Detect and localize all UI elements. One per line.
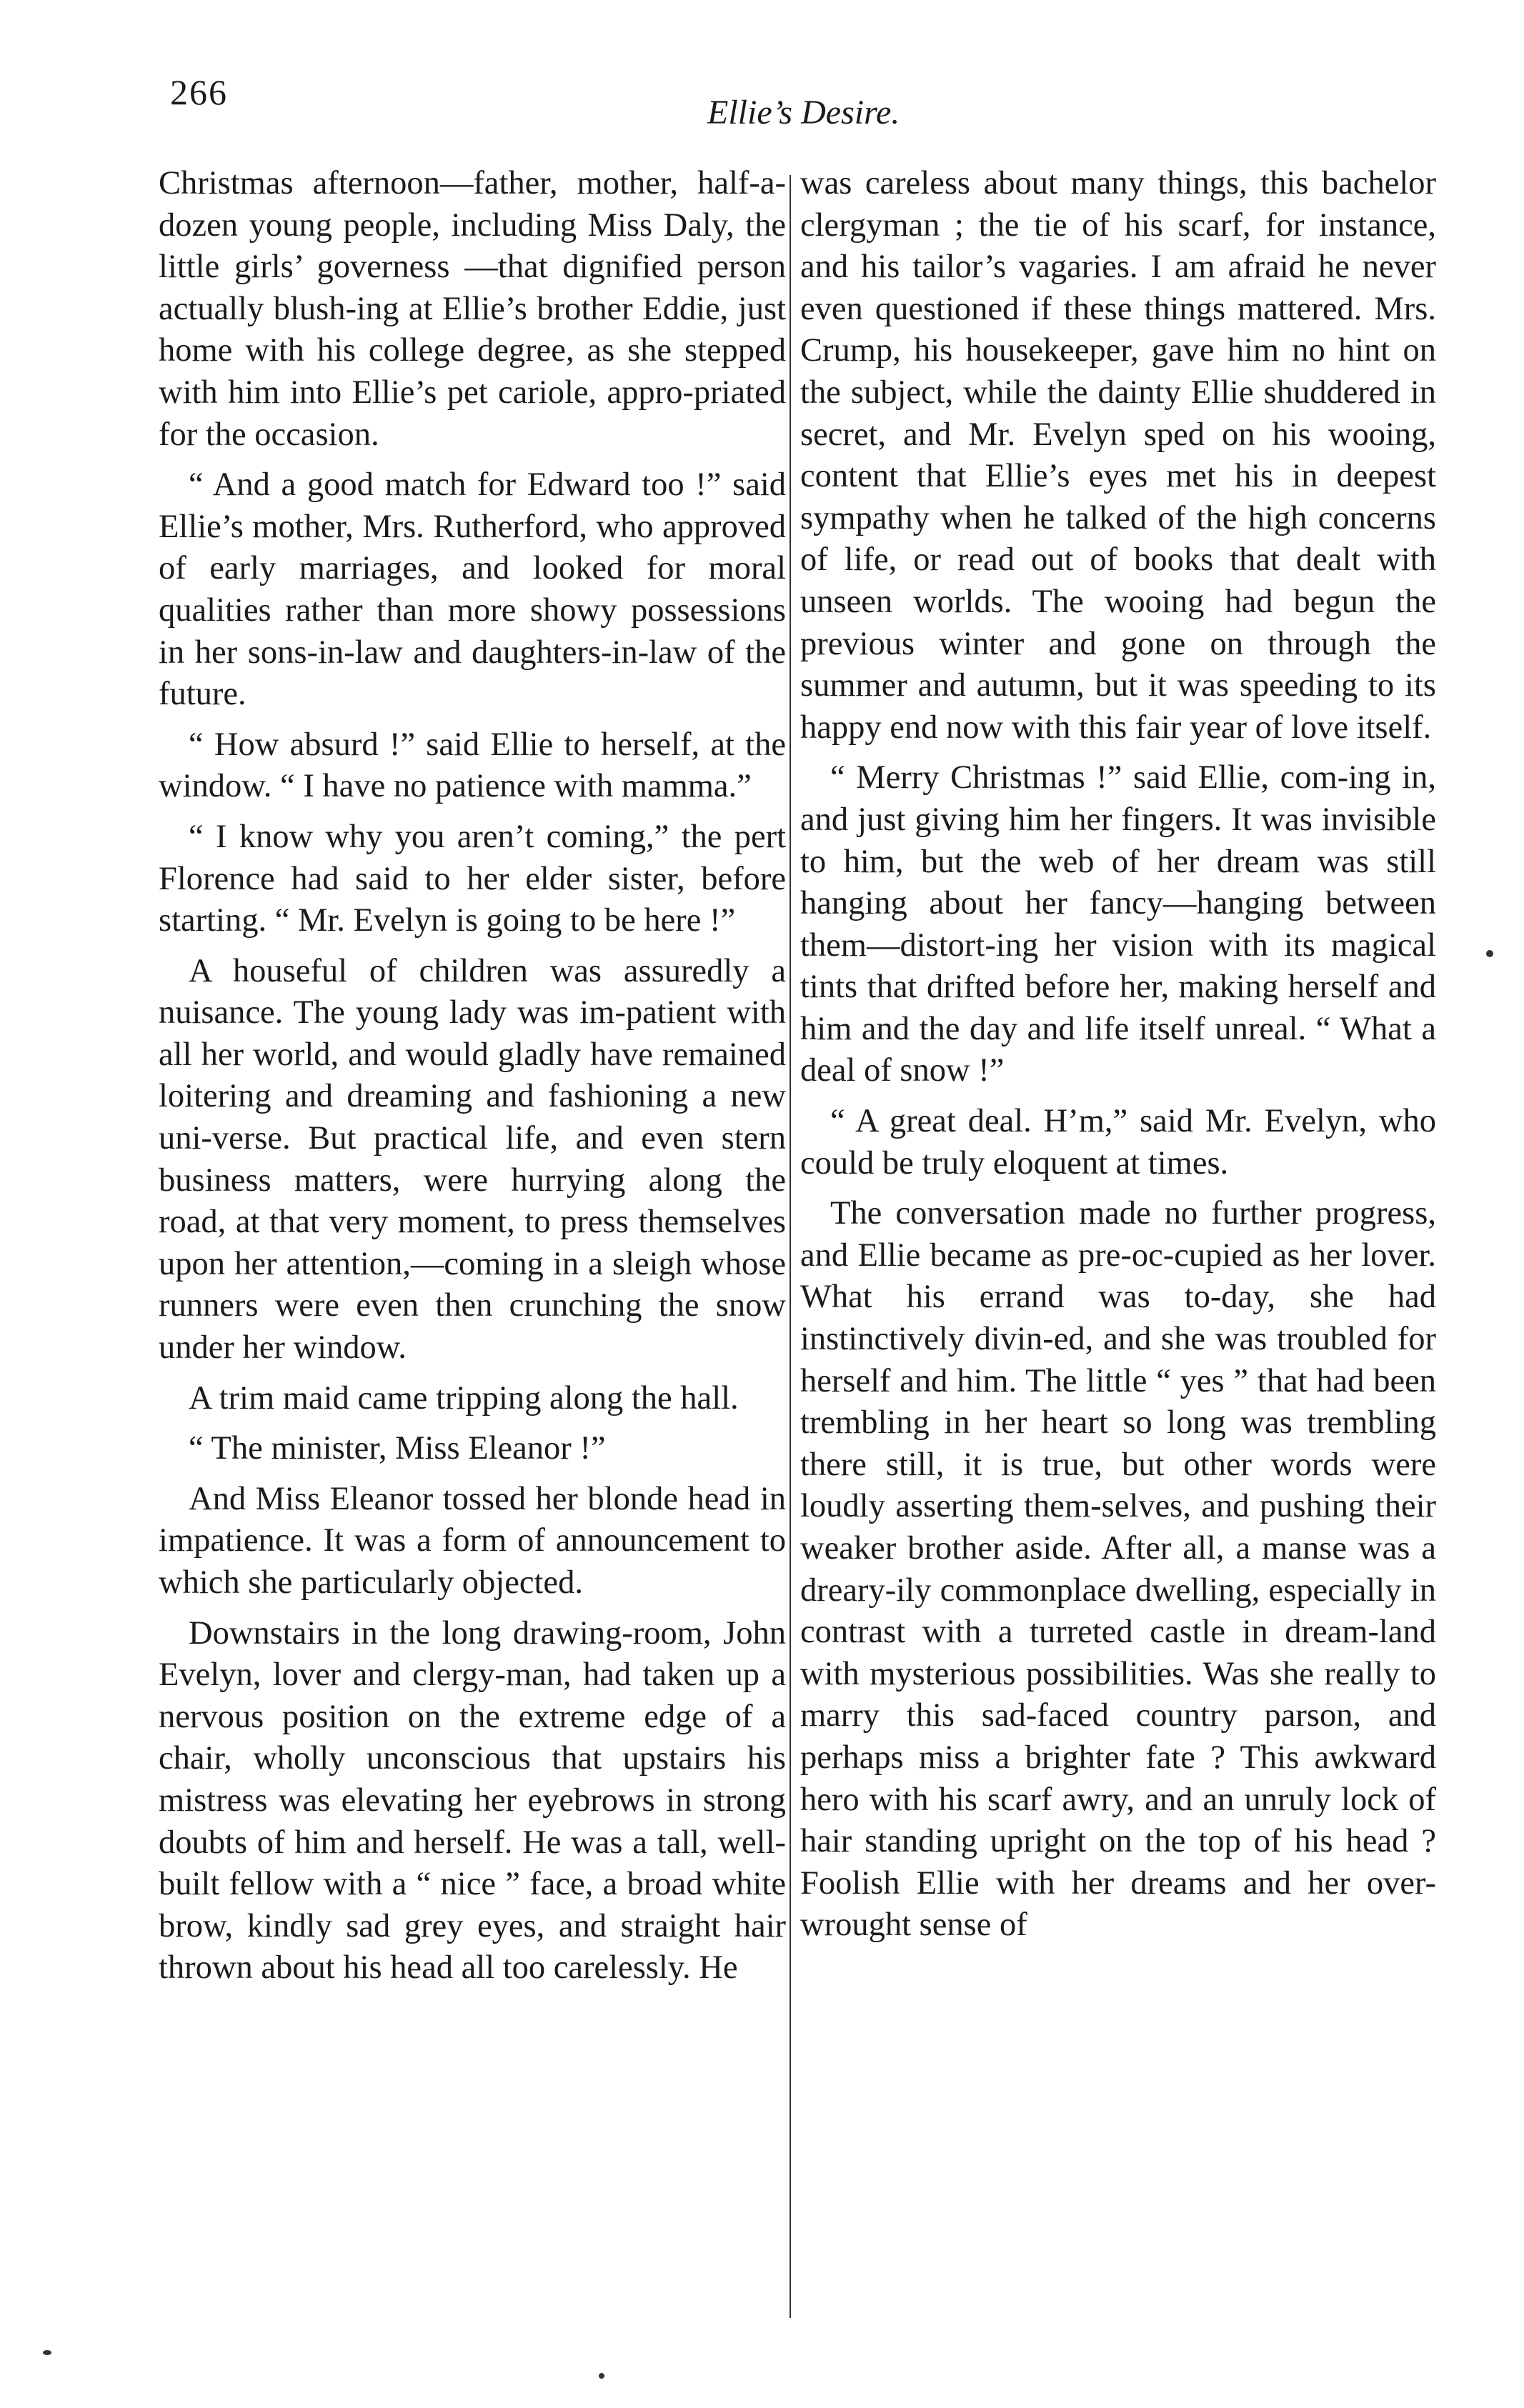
running-title: Ellie’s Desire.: [707, 94, 900, 131]
paragraph: The conversation made no further progress, and Ellie became as pre-oc-cupied as her lover. What his errand was to-day, she had instinctively divin-ed, and she was troubled for herself and him. The little “ yes ” that had been trembling in her heart so long was trembling there still, it is true, but other words were loudly asserting them-selves, and pushing their weaker brother aside. After all, a manse was a dreary-ily commonplace dwelling, especially in contrast with a turreted castle in dream-land with mysterious possibilities. Was she really to marry this sad-faced country parson, and perhaps miss a brighter fate ? This awkward hero with his scarf awry, and an unruly lock of hair standing upright on the top of his head ? Foolish Ellie with her dreams and her over-wrought sense of: [800, 1195, 1436, 1944]
ink-speck: [599, 2373, 604, 2379]
page-number: 266: [170, 72, 228, 112]
paragraph: “ A great deal. H’m,” said Mr. Evelyn, who could be truly eloquent at times.: [800, 1103, 1436, 1181]
ink-speck: [1486, 950, 1493, 957]
paragraph: Downstairs in the long drawing-room, John Evelyn, lover and clergy-man, had taken up a nervous position on the extreme edge of a chair, wholly unconscious that upstairs his mistress was elevating her eyebrows in strong doubts of him and herself. He was a tall, well-built fellow with a “ nice ” face, a broad white brow, kindly sad grey eyes, and straight hair thrown about his head all too carelessly. He: [159, 1614, 786, 1987]
paragraph: was careless about many things, this bachelor clergyman ; the tie of his scarf, for instance, and his tailor’s vagaries. I am afraid he never even questioned if these things mattered. Mrs. Crump, his housekeeper, gave him no hint on the subject, while the dainty Ellie shuddered in secret, and Mr. Evelyn sped on his wooing, content that Ellie’s eyes met his in deepest sympathy when he talked of the high concerns of life, or read out of books that dealt with unseen worlds. The wooing had begun the previous winter and gone on through the summer and autumn, but it was speeding to its happy end now with this fair year of love itself.: [800, 165, 1436, 746]
paragraph: “ How absurd !” said Ellie to herself, at the window. “ I have no patience with mamma.”: [159, 726, 786, 805]
paragraph: “ I know why you aren’t coming,” the pert Florence had said to her elder sister, before starting. “ Mr. Evelyn is going to be here !”: [159, 818, 786, 939]
paragraph: “ The minister, Miss Eleanor !”: [189, 1430, 606, 1467]
left-column: [159, 163, 786, 1998]
right-column: [800, 163, 1436, 1955]
paragraph: Christmas afternoon—father, mother, half-a-dozen young people, including Miss Daly, the little girls’ governess —that dignified person actually blush-ing at Ellie’s brother Eddie, just home with his college degree, as she stepped with him into Ellie’s pet cariole, appro-priated for the occasion.: [159, 165, 786, 453]
ink-speck: [43, 2350, 51, 2355]
paragraph: “ And a good match for Edward too !” said Ellie’s mother, Mrs. Rutherford, who approved of early marriages, and looked for moral qualities rather than more showy possessions in her sons-in-law and daughters-in-law of the future.: [159, 466, 786, 713]
paragraph: And Miss Eleanor tossed her blonde head in impatience. It was a form of announcement to which she particularly objected.: [159, 1480, 786, 1601]
paragraph: A houseful of children was assuredly a nuisance. The young lady was im-patient with all her world, and would gladly have remained loitering and dreaming and fashioning a new uni-verse. But practical life, and even stern business matters, were hurrying along the road, at that very moment, to press themselves upon her attention,—coming in a sleigh whose runners were even then crunching the snow under her window.: [159, 952, 786, 1367]
paragraph: A trim maid came tripping along the hall.: [189, 1379, 739, 1417]
column-rule: [790, 175, 791, 2318]
paragraph: “ Merry Christmas !” said Ellie, com-ing in, and just giving him her fingers. It was invisible to him, but the web of her dream was still hanging about her fancy—hanging between them—distort-ing her vision with its magical tints that drifted before her, making herself and him and the day and life itself unreal. “ What a deal of snow !”: [800, 759, 1436, 1089]
